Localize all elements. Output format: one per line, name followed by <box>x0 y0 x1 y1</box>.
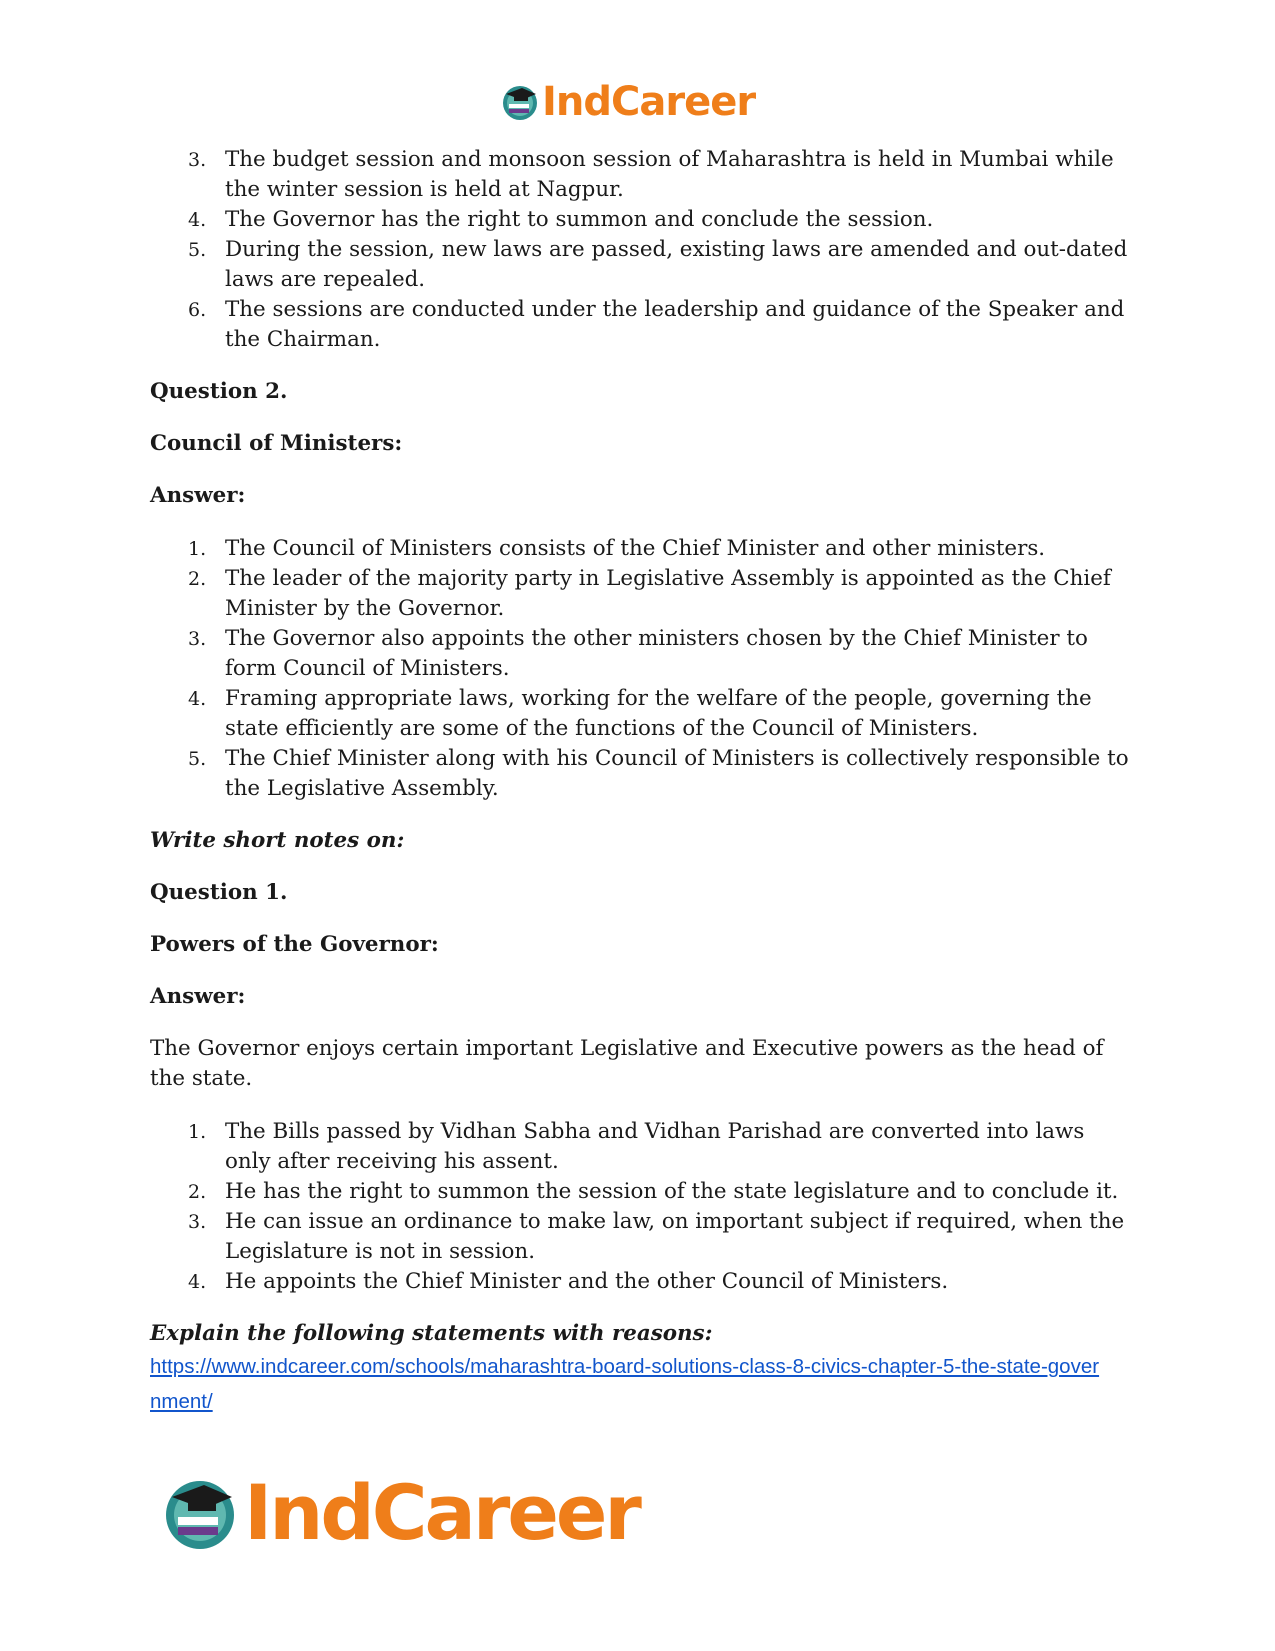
list-item: 4. The Governor has the right to summon and conclude the session. <box>188 207 934 232</box>
topic-heading: Council of Ministers: <box>150 431 403 456</box>
list-item: 1. The Council of Ministers consists of the Chief Minister and other ministers. <box>188 536 1046 561</box>
main-content <box>150 145 1130 1419</box>
list-item: 3. The budget session and monsoon session of Maharashtra is held in Mumbai while the winter session is held at Nagpur. <box>188 147 1114 202</box>
council-list <box>150 534 1130 804</box>
list-item: 1. The Bills passed by Vidhan Sabha and Vidhan Parishad are converted into laws only after receiving his assent. <box>188 1119 1085 1174</box>
answer-label: Answer: <box>150 984 246 1009</box>
question-heading: Question 2. <box>150 379 288 404</box>
list-item: 4. He appoints the Chief Minister and the other Council of Ministers. <box>188 1269 949 1294</box>
source-link[interactable]: https://www.indcareer.com/schools/maharashtra-board-solutions-class-8-civics-chapter-5-the-state-government/ <box>150 1355 1100 1413</box>
logo-text: IndCareer <box>542 79 756 125</box>
list-item: 5. The Chief Minister along with his Council of Ministers is collectively responsible to the Legislative Assembly. <box>188 746 1129 801</box>
list-item: 2. He has the right to summon the session of the state legislature and to conclude it. <box>188 1179 1119 1204</box>
graduation-globe-icon <box>500 82 540 122</box>
session-list-continued <box>150 145 1130 355</box>
section-heading: Write short notes on: <box>150 828 405 853</box>
header-logo <box>500 78 755 126</box>
section-heading: Explain the following statements with reasons: <box>150 1321 713 1346</box>
list-item: 5. During the session, new laws are passed, existing laws are amended and out-dated laws are repealed. <box>188 237 1128 292</box>
intro-paragraph: The Governor enjoys certain important Legislative and Executive powers as the head of the state. <box>150 1036 1104 1091</box>
list-item: 4. Framing appropriate laws, working for the welfare of the people, governing the state efficiently are some of the functions of the Council of Ministers. <box>188 686 1092 741</box>
list-item: 6. The sessions are conducted under the leadership and guidance of the Speaker and the Chairman. <box>188 297 1125 352</box>
logo-text: IndCareer <box>244 1467 639 1557</box>
governor-powers-list <box>150 1117 1130 1297</box>
answer-label: Answer: <box>150 483 246 508</box>
graduation-globe-icon <box>160 1473 240 1553</box>
question-heading: Question 1. <box>150 880 288 905</box>
footer-logo <box>160 1467 639 1557</box>
list-item: 2. The leader of the majority party in Legislative Assembly is appointed as the Chief Minister by the Governor. <box>188 566 1111 621</box>
list-item: 3. He can issue an ordinance to make law, on important subject if required, when the Legislature is not in session. <box>188 1209 1125 1264</box>
list-item: 3. The Governor also appoints the other ministers chosen by the Chief Minister to form Council of Ministers. <box>188 626 1088 681</box>
topic-heading: Powers of the Governor: <box>150 932 439 957</box>
